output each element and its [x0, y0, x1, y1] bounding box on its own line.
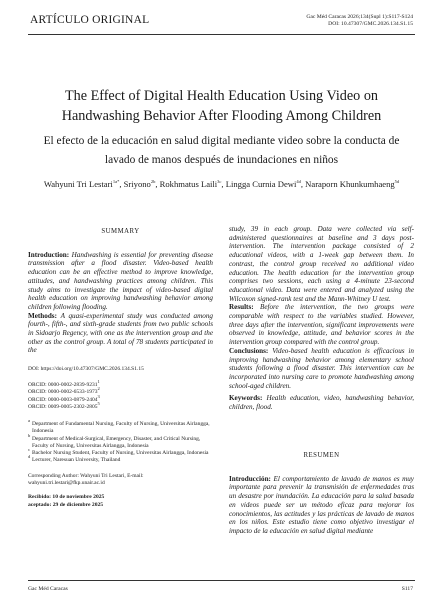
summary-methods-continued: study, 39 in each group. Data were collected via self-administered questionnaires at baseline and 3 days post-intervention. The intervention package consisted of 2 educational videos, with a 1-week gap between them. In contrast, the control group received no additional video education. The health education for the intervention group comprises two sessions, each using a 4-minute 23-second educational video. Data were entered and analyzed using the Wilcoxon signed-rank test and the Mann-Whitney U test. — [229, 225, 414, 303]
affiliation-b: b Department of Medical-Surgical, Emergency, Disaster, and Critical Nursing, Faculty of Nursing, Universitas Airlangga, Indonesia — [28, 432, 201, 449]
summary-right-column — [229, 225, 414, 412]
keywords-text: Health education, video, handwashing behavior, children, flood. — [229, 394, 414, 412]
orcid-3: ORCID: 0000-0003-0879-2404$^3$ — [28, 393, 100, 403]
summary-results-label: Results: — [229, 303, 254, 312]
affiliation-a: a Department of Fundamental Nursing, Faculty of Nursing, Universitas Airlangga, Indonesia — [28, 417, 210, 435]
summary-results-text: Before the intervention, the two groups were comparable with respect to the variables studied. However, three days after the intervention, significant improvements were observed in knowledge, attitude, and behavior scores in the intervention group compared with the control group. — [229, 303, 414, 347]
journal-citation-line1: Gac Méd Caracas 2026;134(Supl 1):S117-S124 — [306, 14, 413, 20]
doi-link[interactable]: DOI: https://doi.org/10.47307/GMC.2026.134.S1.15 — [28, 366, 144, 372]
resumen-section — [229, 452, 414, 536]
summary-methods-label: Methods: — [28, 311, 57, 320]
author-4-affil: 4d — [296, 179, 301, 185]
summary-left-column — [28, 228, 213, 355]
summary-intro-label: Introduction: — [28, 250, 70, 259]
author-3: Rokhmatus Laili — [159, 179, 218, 189]
author-1-affil: 1a* — [112, 179, 120, 185]
summary-conclusions-text: Video-based health education is efficacious in improving handwashing behavior among elementary school students following a flood disaster. This intervention can be incorporated into nursing care to promote handwashing among school-aged children. — [229, 346, 414, 390]
author-3-affil: 3c — [217, 179, 222, 185]
resumen-intro-label: Introducción: — [229, 474, 271, 483]
summary-introduction — [28, 251, 213, 312]
summary-heading: SUMMARY — [101, 228, 140, 235]
affiliation-d: d Lecturer, Naresuan University, Thailand — [28, 454, 121, 464]
page-number: S117 — [401, 586, 413, 592]
journal-doi-line: DOI: 10.47307/GMC.2026.134.S1.15 — [328, 21, 413, 27]
section-label: ARTÍCULO ORIGINAL — [30, 14, 150, 26]
corresponding-author: Corresponding Author: Wahyuni Tri Lestari, E-mail: wahyuni.tri.lestari@fkp.unair.ac.id — [28, 472, 144, 487]
author-2-affil: 2b — [150, 179, 156, 185]
summary-keywords — [229, 394, 414, 411]
author-list: Wahyuni Tri Lestari$^{1a*}$, Sriyono$^{2b}$, Rokhmatus Laili$^{3c}$, Lingga Curnia Dewi$^{4d}$, Naraporn Khunkumhaeng$^{5d}$ — [43, 179, 400, 189]
resumen-intro-text: El comportamiento de lavado de manos es muy importante para prevenir la transmisión de enfermedades tras un desastre por inundación. La educación para la salud basada en videos puede ser un método eficaz para mejorar los conocimientos, las actitudes y las prácticas de lavado de manos en los niños. Este estudio tiene como objetivo investigar el impacto de la educación en salud digital mediante — [229, 474, 414, 535]
article-title-spanish: El efecto de la educación en salud digital mediante video sobre la conducta de lavado de manos después de inundaciones en niños — [43, 135, 400, 166]
orcid-4: ORCID: 0009-0005-2302-2805$^5$ — [28, 401, 100, 411]
author-5-affil: 5d — [394, 179, 400, 185]
affiliation-list — [28, 417, 213, 465]
author-4: Lingga Curnia Dewi — [225, 179, 297, 189]
orcid-1: ORCID: 0000-0002-2839-9231$^1$ — [28, 378, 100, 388]
summary-methods — [28, 312, 213, 356]
affiliation-c: c Bachelor Nursing Student, Faculty of Nursing, Universitas Airlangga, Indonesia — [28, 447, 209, 457]
footer-journal-name: Gac Méd Caracas — [28, 586, 68, 592]
summary-methods-text: A quasi-experimental study was conducted among fourth-, fifth-, and sixth-grade students from two public schools in Sidoarjo Regency, with one as the intervention group and the other as the control group. A total of 78 students participated in the — [28, 311, 213, 355]
journal-citation — [306, 14, 413, 28]
summary-intro-text: Handwashing is essential for preventing disease transmission after a flood disaster. Video-based health education can be an effective method to improve knowledge, attitudes, and handwashing practices among children. This study aims to investigate the impact of video-based digital health education on improving handwashing behavior among children following flooding. — [28, 250, 213, 311]
summary-conclusions-label: Conclusions: — [229, 346, 269, 355]
author-5: Naraporn Khunkumhaeng — [305, 179, 395, 189]
accepted-date: aceptado: 29 de diciembre 2025 — [28, 501, 104, 508]
header-rule — [28, 34, 415, 35]
orcid-2: ORCID: 0000-0002-6533-1973$^2$ — [28, 386, 100, 396]
keywords-label: Keywords: — [229, 394, 263, 403]
received-date: Recibido: 10 de noviembre 2025 — [28, 493, 105, 500]
summary-conclusions — [229, 347, 414, 391]
summary-results — [229, 303, 414, 347]
resumen-heading: RESUMEN — [303, 452, 340, 459]
author-1: Wahyuni Tri Lestari — [43, 179, 113, 189]
article-metadata — [28, 366, 213, 510]
footer-rule — [28, 580, 415, 581]
article-title-english: The Effect of Digital Health Education Using Video on Handwashing Behavior After Flooding Among Children — [61, 88, 382, 124]
resumen-introduction — [229, 475, 414, 536]
orcid-list — [28, 378, 213, 412]
author-2: Sriyono — [123, 179, 151, 189]
